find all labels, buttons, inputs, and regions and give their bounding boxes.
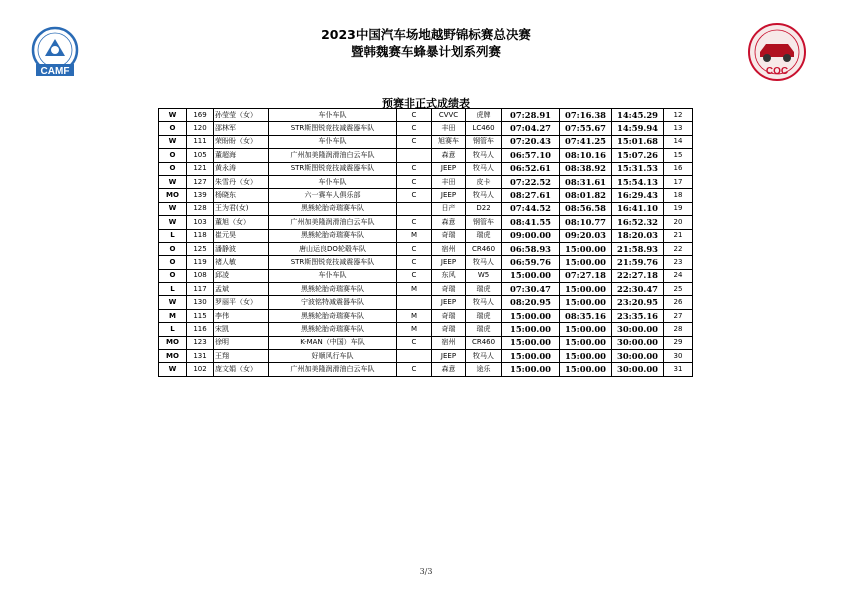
run1-time-cell: 07:04.27	[502, 122, 560, 135]
total-time-cell: 15:01.68	[612, 135, 664, 148]
driver-cell: 朱雪丹（女）	[214, 175, 269, 188]
driver-cell: 李伟	[214, 309, 269, 322]
table-row	[159, 109, 693, 122]
total-time-cell: 15:07.26	[612, 149, 664, 162]
run1-time-cell: 06:57.10	[502, 149, 560, 162]
class-cell	[397, 202, 432, 215]
driver-cell: 荣盼盼（女）	[214, 135, 269, 148]
rank-cell: 22	[664, 242, 693, 255]
run1-time-cell: 15:00.00	[502, 336, 560, 349]
brand-cell: 日产	[432, 202, 466, 215]
class-cell: C	[397, 216, 432, 229]
group-cell: L	[159, 283, 187, 296]
driver-cell: 孙莹莹（女）	[214, 109, 269, 122]
rank-cell: 25	[664, 283, 693, 296]
run2-time-cell: 08:10.77	[560, 216, 612, 229]
rank-cell: 16	[664, 162, 693, 175]
run1-time-cell: 09:00.00	[502, 229, 560, 242]
team-cell: 黑熊轮胎奇瑞赛车队	[269, 283, 397, 296]
team-cell: 六一赛车人俱乐部	[269, 189, 397, 202]
class-cell: C	[397, 109, 432, 122]
total-time-cell: 30:00.00	[612, 323, 664, 336]
class-cell	[397, 296, 432, 309]
total-time-cell: 22:30.47	[612, 283, 664, 296]
rank-cell: 27	[664, 309, 693, 322]
run2-time-cell: 07:16.38	[560, 109, 612, 122]
total-time-cell: 16:52.32	[612, 216, 664, 229]
model-cell: CR460	[466, 242, 502, 255]
rank-cell: 19	[664, 202, 693, 215]
rank-cell: 29	[664, 336, 693, 349]
table-row	[159, 323, 693, 336]
model-cell: 皮卡	[466, 175, 502, 188]
driver-cell: 王为君(女)	[214, 202, 269, 215]
total-time-cell: 14:45.29	[612, 109, 664, 122]
team-cell: STR斯图锐竞技减震器车队	[269, 256, 397, 269]
team-cell: 黑熊轮胎奇瑞赛车队	[269, 309, 397, 322]
rank-cell: 17	[664, 175, 693, 188]
model-cell: CR460	[466, 336, 502, 349]
table-row	[159, 216, 693, 229]
run2-time-cell: 15:00.00	[560, 350, 612, 363]
car-number-cell: 118	[187, 229, 214, 242]
run1-time-cell: 15:00.00	[502, 309, 560, 322]
car-number-cell: 139	[187, 189, 214, 202]
driver-cell: 庞文娟（女）	[214, 363, 269, 376]
model-cell: W5	[466, 269, 502, 282]
run2-time-cell: 08:56.58	[560, 202, 612, 215]
table-row	[159, 122, 693, 135]
car-number-cell: 127	[187, 175, 214, 188]
brand-cell: 丰田	[432, 175, 466, 188]
car-number-cell: 103	[187, 216, 214, 229]
car-number-cell: 123	[187, 336, 214, 349]
table-row	[159, 162, 693, 175]
team-cell: STR斯图锐竞技减震器车队	[269, 162, 397, 175]
car-number-cell: 108	[187, 269, 214, 282]
run1-time-cell: 08:27.61	[502, 189, 560, 202]
model-cell: 牧马人	[466, 149, 502, 162]
run1-time-cell: 07:22.52	[502, 175, 560, 188]
results-body	[159, 109, 693, 377]
table-row	[159, 269, 693, 282]
brand-cell: 奇瑞	[432, 309, 466, 322]
rank-cell: 31	[664, 363, 693, 376]
run2-time-cell: 15:00.00	[560, 242, 612, 255]
table-row	[159, 309, 693, 322]
run1-time-cell: 07:20.43	[502, 135, 560, 148]
model-cell: 牧马人	[466, 296, 502, 309]
model-cell: 瑞虎	[466, 283, 502, 296]
run1-time-cell: 08:20.95	[502, 296, 560, 309]
class-cell: C	[397, 175, 432, 188]
class-cell: C	[397, 269, 432, 282]
run1-time-cell: 15:00.00	[502, 363, 560, 376]
model-cell: 牧马人	[466, 162, 502, 175]
team-cell: STR斯图锐竞技减震器车队	[269, 122, 397, 135]
table-title: 预赛非正式成绩表	[382, 97, 470, 110]
class-cell	[397, 350, 432, 363]
run2-time-cell: 07:41.25	[560, 135, 612, 148]
driver-cell: 邱凌	[214, 269, 269, 282]
run1-time-cell: 07:28.91	[502, 109, 560, 122]
class-cell: C	[397, 122, 432, 135]
brand-cell: JEEP	[432, 350, 466, 363]
driver-cell: 王翔	[214, 350, 269, 363]
car-number-cell: 130	[187, 296, 214, 309]
total-time-cell: 15:31.53	[612, 162, 664, 175]
brand-cell: 宿州	[432, 242, 466, 255]
total-time-cell: 30:00.00	[612, 350, 664, 363]
team-cell: 广州加美隆润滑油白云车队	[269, 149, 397, 162]
table-row	[159, 256, 693, 269]
group-cell: O	[159, 269, 187, 282]
class-cell: C	[397, 336, 432, 349]
run2-time-cell: 15:00.00	[560, 296, 612, 309]
run2-time-cell: 07:55.67	[560, 122, 612, 135]
rank-cell: 30	[664, 350, 693, 363]
run1-time-cell: 07:30.47	[502, 283, 560, 296]
car-number-cell: 169	[187, 109, 214, 122]
run2-time-cell: 07:27.18	[560, 269, 612, 282]
run2-time-cell: 15:00.00	[560, 283, 612, 296]
rank-cell: 18	[664, 189, 693, 202]
rank-cell: 12	[664, 109, 693, 122]
results-table	[158, 108, 693, 377]
table-row	[159, 296, 693, 309]
team-cell: 车仆车队	[269, 175, 397, 188]
group-cell: O	[159, 256, 187, 269]
class-cell: C	[397, 189, 432, 202]
total-time-cell: 18:20.03	[612, 229, 664, 242]
model-cell: 瑞虎	[466, 323, 502, 336]
brand-cell: 奇瑞	[432, 323, 466, 336]
car-number-cell: 116	[187, 323, 214, 336]
driver-cell: 邵林军	[214, 122, 269, 135]
driver-cell: 黄永涛	[214, 162, 269, 175]
total-time-cell: 15:54.13	[612, 175, 664, 188]
run1-time-cell: 06:58.93	[502, 242, 560, 255]
brand-cell: 宿州	[432, 336, 466, 349]
rank-cell: 26	[664, 296, 693, 309]
table-row	[159, 202, 693, 215]
class-cell: C	[397, 363, 432, 376]
table-row	[159, 336, 693, 349]
group-cell: W	[159, 135, 187, 148]
group-cell: W	[159, 109, 187, 122]
driver-cell: 杨晓东	[214, 189, 269, 202]
driver-cell: 崔元昊	[214, 229, 269, 242]
run1-time-cell: 15:00.00	[502, 350, 560, 363]
car-number-cell: 120	[187, 122, 214, 135]
driver-cell: 徐明	[214, 336, 269, 349]
run1-time-cell: 15:00.00	[502, 269, 560, 282]
team-cell: 车仆车队	[269, 269, 397, 282]
driver-cell: 褚人敏	[214, 256, 269, 269]
brand-cell: JEEP	[432, 256, 466, 269]
run2-time-cell: 08:10.16	[560, 149, 612, 162]
group-cell: W	[159, 363, 187, 376]
brand-cell: 旭赛车	[432, 135, 466, 148]
table-row	[159, 189, 693, 202]
brand-cell: JEEP	[432, 162, 466, 175]
brand-cell: 丰田	[432, 122, 466, 135]
model-cell: D22	[466, 202, 502, 215]
class-cell: M	[397, 283, 432, 296]
rank-cell: 14	[664, 135, 693, 148]
car-number-cell: 128	[187, 202, 214, 215]
car-number-cell: 125	[187, 242, 214, 255]
team-cell: 黑熊轮胎奇瑞赛车队	[269, 323, 397, 336]
team-cell: 唐山运良DO轮毂车队	[269, 242, 397, 255]
table-row	[159, 242, 693, 255]
team-cell: 车仆车队	[269, 109, 397, 122]
group-cell: L	[159, 323, 187, 336]
run2-time-cell: 08:35.16	[560, 309, 612, 322]
car-number-cell: 117	[187, 283, 214, 296]
run2-time-cell: 15:00.00	[560, 336, 612, 349]
run1-time-cell: 08:41.55	[502, 216, 560, 229]
team-cell: 广州加美隆润滑油白云车队	[269, 216, 397, 229]
driver-cell: 孟斌	[214, 283, 269, 296]
run2-time-cell: 08:38.92	[560, 162, 612, 175]
driver-cell: 潘静波	[214, 242, 269, 255]
group-cell: MO	[159, 189, 187, 202]
brand-cell: 森意	[432, 149, 466, 162]
group-cell: O	[159, 122, 187, 135]
model-cell: 钢管车	[466, 216, 502, 229]
class-cell: M	[397, 323, 432, 336]
group-cell: MO	[159, 336, 187, 349]
run2-time-cell: 15:00.00	[560, 256, 612, 269]
model-cell: 牧马人	[466, 350, 502, 363]
team-cell: 黑熊轮胎奇瑞赛车队	[269, 229, 397, 242]
group-cell: MO	[159, 350, 187, 363]
brand-cell: 奇瑞	[432, 229, 466, 242]
total-time-cell: 21:59.76	[612, 256, 664, 269]
rank-cell: 23	[664, 256, 693, 269]
car-number-cell: 131	[187, 350, 214, 363]
total-time-cell: 23:20.95	[612, 296, 664, 309]
table-row	[159, 135, 693, 148]
run2-time-cell: 08:01.82	[560, 189, 612, 202]
team-cell: 好顺风行车队	[269, 350, 397, 363]
run1-time-cell: 06:59.76	[502, 256, 560, 269]
model-cell: 瑞虎	[466, 229, 502, 242]
team-cell: 宁波铭特减震器车队	[269, 296, 397, 309]
group-cell: O	[159, 162, 187, 175]
group-cell: O	[159, 149, 187, 162]
team-cell: 黑熊轮胎奇瑞赛车队	[269, 202, 397, 215]
svg-text:CAMF: CAMF	[40, 66, 70, 77]
total-time-cell: 22:27.18	[612, 269, 664, 282]
brand-cell: 东风	[432, 269, 466, 282]
group-cell: W	[159, 296, 187, 309]
rank-cell: 24	[664, 269, 693, 282]
table-row	[159, 363, 693, 376]
model-cell: LC460	[466, 122, 502, 135]
table-row	[159, 229, 693, 242]
run1-time-cell: 15:00.00	[502, 323, 560, 336]
total-time-cell: 16:41.10	[612, 202, 664, 215]
rank-cell: 13	[664, 122, 693, 135]
run2-time-cell: 15:00.00	[560, 363, 612, 376]
rank-cell: 28	[664, 323, 693, 336]
class-cell: C	[397, 256, 432, 269]
model-cell: 钢管车	[466, 135, 502, 148]
model-cell: 瑞虎	[466, 309, 502, 322]
group-cell: W	[159, 175, 187, 188]
total-time-cell: 14:59.94	[612, 122, 664, 135]
brand-cell: 森意	[432, 216, 466, 229]
class-cell: C	[397, 242, 432, 255]
car-number-cell: 121	[187, 162, 214, 175]
brand-cell: JEEP	[432, 296, 466, 309]
model-cell: 虎牌	[466, 109, 502, 122]
class-cell: C	[397, 135, 432, 148]
page-number: 3/3	[419, 567, 433, 576]
rank-cell: 21	[664, 229, 693, 242]
driver-cell: 董超海	[214, 149, 269, 162]
table-row	[159, 149, 693, 162]
team-cell: 车仆车队	[269, 135, 397, 148]
model-cell: 途乐	[466, 363, 502, 376]
brand-cell: 奇瑞	[432, 283, 466, 296]
total-time-cell: 21:58.93	[612, 242, 664, 255]
rank-cell: 20	[664, 216, 693, 229]
class-cell: M	[397, 309, 432, 322]
model-cell: 牧马人	[466, 189, 502, 202]
page-subtitle: 暨韩魏赛车蜂暴计划系列赛	[350, 44, 501, 59]
class-cell	[397, 149, 432, 162]
driver-cell: 董旭（女）	[214, 216, 269, 229]
model-cell: 牧马人	[466, 256, 502, 269]
run1-time-cell: 06:52.61	[502, 162, 560, 175]
group-cell: W	[159, 216, 187, 229]
svg-text:COC: COC	[765, 66, 789, 77]
total-time-cell: 23:35.16	[612, 309, 664, 322]
table-row	[159, 350, 693, 363]
table-row	[159, 283, 693, 296]
group-cell: L	[159, 229, 187, 242]
table-row	[159, 175, 693, 188]
driver-cell: 宋凯	[214, 323, 269, 336]
total-time-cell: 30:00.00	[612, 363, 664, 376]
group-cell: O	[159, 242, 187, 255]
car-number-cell: 115	[187, 309, 214, 322]
group-cell: M	[159, 309, 187, 322]
driver-cell: 罗丽平（女）	[214, 296, 269, 309]
group-cell: W	[159, 202, 187, 215]
brand-cell: CVVC	[432, 109, 466, 122]
total-time-cell: 30:00.00	[612, 336, 664, 349]
car-number-cell: 105	[187, 149, 214, 162]
run2-time-cell: 08:31.61	[560, 175, 612, 188]
run2-time-cell: 09:20.03	[560, 229, 612, 242]
run1-time-cell: 07:44.52	[502, 202, 560, 215]
page-title: 2023中国汽车场地越野锦标赛总决赛	[321, 27, 531, 42]
team-cell: 广州加美隆润滑油白云车队	[269, 363, 397, 376]
brand-cell: 森意	[432, 363, 466, 376]
brand-cell: JEEP	[432, 189, 466, 202]
team-cell: K-MAN（中国）车队	[269, 336, 397, 349]
car-number-cell: 119	[187, 256, 214, 269]
rank-cell: 15	[664, 149, 693, 162]
total-time-cell: 16:29.43	[612, 189, 664, 202]
class-cell: C	[397, 162, 432, 175]
run2-time-cell: 15:00.00	[560, 323, 612, 336]
class-cell: M	[397, 229, 432, 242]
car-number-cell: 102	[187, 363, 214, 376]
car-number-cell: 111	[187, 135, 214, 148]
